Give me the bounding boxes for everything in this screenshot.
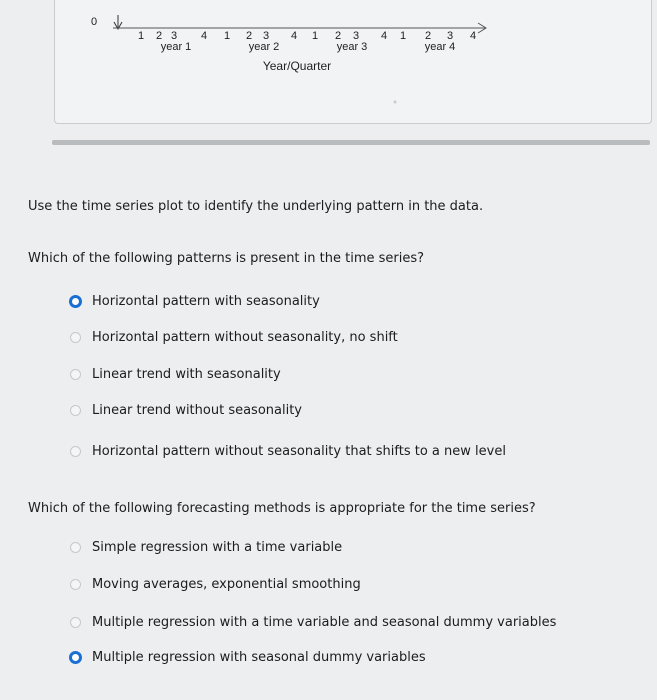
quarter-tick-label: 3 (170, 30, 178, 42)
option-label: Multiple regression with a time variable and seasonal dummy variables (92, 614, 557, 630)
option-label: Simple regression with a time variable (92, 539, 343, 555)
quarter-tick-label: 1 (137, 30, 145, 42)
question-1-prompt: Which of the following patterns is present in the time series? (28, 251, 425, 266)
y-axis-arrow (114, 15, 122, 29)
question2-option-4[interactable] (70, 647, 426, 667)
decorative-dot (394, 101, 397, 104)
year-label: year 4 (424, 41, 456, 53)
quarter-tick-label: 4 (380, 30, 388, 42)
radio-button[interactable] (70, 405, 81, 416)
instruction-text: Use the time series plot to identify the underlying pattern in the data. (28, 199, 484, 214)
radio-button[interactable] (70, 542, 81, 553)
quarter-tick-label: 2 (245, 30, 253, 42)
quarter-tick-label: 3 (352, 30, 360, 42)
quarter-tick-label: 2 (424, 30, 432, 42)
option-label: Horizontal pattern without seasonality, no shift (92, 329, 398, 345)
quarter-tick-label: 4 (290, 30, 298, 42)
year-labels (161, 41, 456, 53)
question1-option-1[interactable] (70, 291, 320, 311)
time-series-plot (55, 0, 651, 123)
year-label: year 3 (336, 41, 368, 53)
time-series-plot-panel (54, 0, 652, 124)
option-label: Horizontal pattern without seasonality that shifts to a new level (92, 443, 506, 459)
y-tick-zero: 0 (91, 16, 98, 28)
quarter-tick-label: 3 (446, 30, 454, 42)
x-axis-title: Year/Quarter (262, 59, 332, 73)
quarter-tick-label: 2 (155, 30, 163, 42)
option-label: Moving averages, exponential smoothing (92, 576, 361, 592)
year-label: year 1 (160, 41, 192, 53)
option-label: Multiple regression with seasonal dummy variables (92, 649, 426, 665)
radio-button[interactable] (70, 446, 81, 457)
section-divider (52, 140, 650, 145)
radio-button[interactable] (70, 332, 81, 343)
quarter-tick-label: 1 (311, 30, 319, 42)
radio-button[interactable] (70, 369, 81, 380)
option-label: Linear trend with seasonality (92, 366, 281, 382)
question1-option-3[interactable] (70, 364, 281, 384)
quarter-tick-label: 4 (200, 30, 208, 42)
question1-option-2[interactable] (70, 327, 398, 347)
radio-button-selected[interactable] (69, 651, 82, 664)
quarter-tick-label: 2 (334, 30, 342, 42)
question2-option-3[interactable] (70, 612, 556, 632)
question1-option-5[interactable] (70, 441, 506, 461)
quarter-tick-label: 1 (399, 30, 407, 42)
radio-button[interactable] (70, 579, 81, 590)
question2-option-1[interactable] (70, 537, 342, 557)
quarter-tick-label: 3 (262, 30, 270, 42)
question-2-prompt: Which of the following forecasting methods is appropriate for the time series? (28, 501, 536, 516)
radio-button[interactable] (70, 617, 81, 628)
question2-option-2[interactable] (70, 574, 361, 594)
quarter-tick-label: 4 (469, 30, 477, 42)
quarter-tick-label: 1 (223, 30, 231, 42)
option-label: Linear trend without seasonality (92, 402, 302, 418)
question1-option-4[interactable] (70, 400, 302, 420)
radio-button-selected[interactable] (69, 295, 82, 308)
option-label: Horizontal pattern with seasonality (92, 293, 320, 309)
year-label: year 2 (248, 41, 280, 53)
